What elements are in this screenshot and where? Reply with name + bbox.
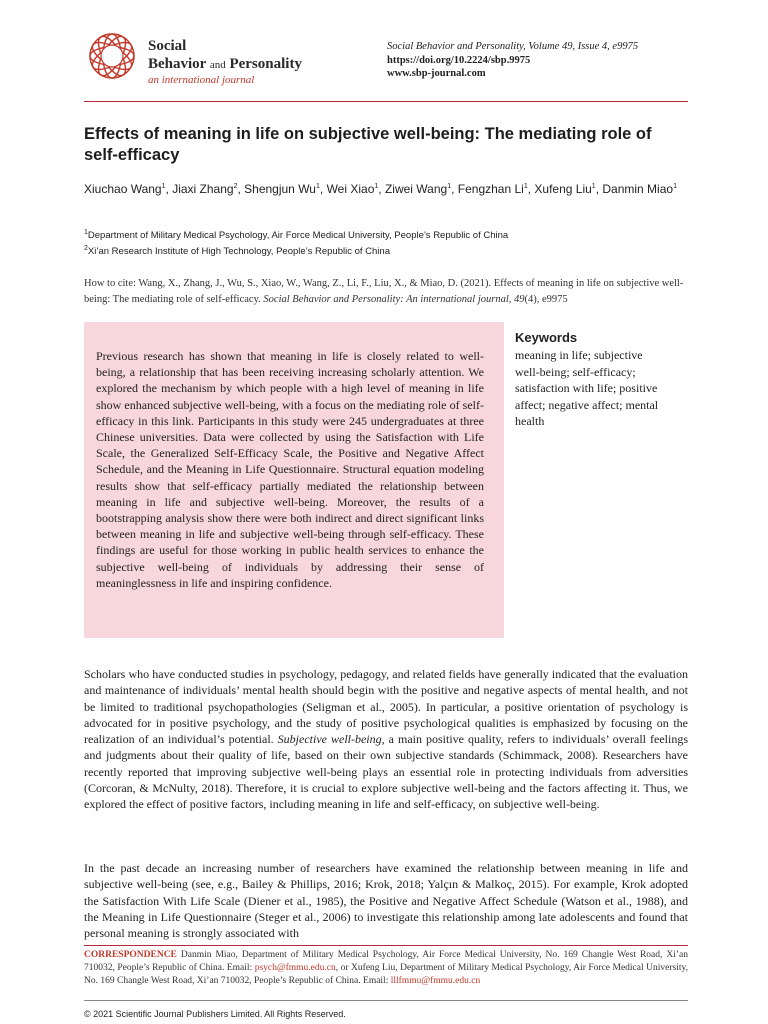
author-affiliation-mark: 1 (447, 183, 452, 190)
author-affiliation-mark: 1 (315, 183, 320, 190)
correspondence: CORRESPONDENCE Danmin Miao, Department of Military Medical Psychology, Air Force Medical University, No. 169 Changle West Road, Xi’an 710032, People’s Republic of China. Email: psych@fmmu.edu.cn, or Xufeng Liu, Department of Military Medical Psychology, Air Force Medical University, No. 169 Changle West Road, Xi’an 710032, People’s Republic of China. Email: lllfmmu@fmmu.edu.cn (84, 950, 688, 986)
author-affiliation-mark: 2 (233, 183, 238, 190)
author-affiliation-mark: 1 (161, 183, 166, 190)
abstract-box (84, 322, 504, 638)
logo-line-social: Social (148, 38, 187, 54)
affiliation-2: $^2$Xi’an Research Institute of High Technology, People’s Republic of China (84, 244, 390, 257)
journal-website-link[interactable]: www.sbp-journal.com (387, 68, 486, 79)
author-affiliation-mark: 1 (591, 183, 596, 190)
keywords-panel (515, 330, 665, 430)
abstract-text: Previous research has shown that meaning in life is closely related to well-being, a relationship that has been receiving increasing scholarly attention. We explored the mechanism by which people with a high level of meaning in life show enhanced subjective well-being, with a focus on the mediating role of self-efficacy in this link. Participants in this study were 245 undergraduates at three Chinese universities. Data were collected by using the Satisfaction with Life Scale, the Generalized Self-Efficacy Scale, the Positive and Negative Affect Schedule, and the Meaning in Life Questionnaire. Structural equation modeling results show that self-efficacy partially mediated the relationship between meaning in life and subjective well-being. Moreover, the results of a bootstrapping analysis show there were both indirect and direct significant links between meaning in life and subjective well-being through self-efficacy. These findings are useful for those working in public health services to enhance the subjective well-being of individuals by addressing their sense of meaninglessness in life and inspiring confidence. (96, 349, 484, 590)
email-link-1[interactable]: psych@fmmu.edu.cn (254, 963, 336, 973)
author-name: Wei Xiao (326, 182, 375, 196)
correspondence-label: CORRESPONDENCE (84, 950, 177, 960)
author-affiliation-mark: 1 (523, 183, 528, 190)
affiliations (84, 228, 508, 260)
body-paragraph-1: Scholars who have conducted studies in psychology, pedagogy, and related fields have generally indicated that the evaluation and maintenance of individuals’ mental health should begin with the positive and negative aspects of mental health, and not be limited to traditional psychopathologies (Seligman et al., 2005). In particular, a positive orientation of psychology is advocated for in positive psychology, and the study of positive psychological qualities is emphasized by focusing on the realization of an individual’s potential. Subjective well-being, a main positive quality, refers to individuals’ overall feelings and judgments about their quality of life, based on their own subjective standards (Schimmack, 2008). Researchers have recently reported that improving subjective well-being plays an essential role in protecting individuals from adversities (Corcoran, & McNulty, 2018). Therefore, it is crucial to explore subjective well-being and the factors affecting it. Thus, we explored the effect of positive factors, including meaning in life and self-efficacy, on subjective well-being. (84, 667, 688, 812)
journal-citation-line: Social Behavior and Personality, Volume 49, Issue 4, e9975 (387, 41, 639, 52)
article-title: Effects of meaning in life on subjective well-being: The mediating role of self-efficacy (84, 125, 652, 164)
logo-line-behavior-personality: Behavior and Personality (148, 56, 302, 72)
affiliation-1: $^1$Department of Military Medical Psychology, Air Force Medical University, People’s Republic of China (84, 228, 509, 241)
author-name: Shengjun Wu (244, 182, 316, 196)
header-divider (84, 101, 688, 102)
author-affiliation-mark: 1 (673, 183, 677, 190)
keywords-list: meaning in life; subjective well-being; self-efficacy; satisfaction with life; positive affect; negative affect; mental health (515, 348, 659, 428)
doi-link[interactable]: https://doi.org/10.2224/sbp.9975 (387, 54, 531, 66)
author-name: Ziwei Wang (384, 182, 448, 196)
email-link-2[interactable]: lllfmmu@fmmu.edu.cn (390, 976, 481, 986)
author-name: Danmin Miao (602, 182, 674, 196)
keywords-heading: Keywords (515, 330, 578, 345)
copyright-notice: © 2021 Scientific Journal Publishers Limited. All Rights Reserved. (84, 1009, 346, 1019)
footer-divider (84, 1000, 688, 1001)
logo-tagline: an international journal (148, 74, 255, 86)
author-list: Xiuchao Wang$^1$, Jiaxi Zhang$^2$, Shengjun Wu$^1$, Wei Xiao$^1$, Ziwei Wang$^1$, Fengzhan Li$^1$, Xufeng Liu$^1$, Danmin Miao$^1$ (84, 182, 677, 196)
author-name: Xufeng Liu (534, 182, 592, 196)
journal-info (387, 40, 638, 81)
body-paragraph-2: In the past decade an increasing number of researchers have examined the relationship between meaning in life and subjective well-being (see, e.g., Bailey & Phillips, 2016; Krok, 2018; Yalçın & Malkoç, 2015). For example, Krok adopted the Satisfaction With Life Scale (Diener et al., 1985), the Positive and Negative Affect Schedule (Watson et al., 1988), and the Meaning in Life Questionnaire (Steger et al., 2006) to investigate this relationship among late adolescents and found that personal meaning is strongly associated with (84, 861, 688, 941)
journal-emblem-icon (84, 28, 140, 84)
how-to-cite: How to cite: Wang, X., Zhang, J., Wu, S., Xiao, W., Wang, Z., Li, F., Liu, X., & Miao, D. (2021). Effects of meaning in life on subjective well-being: The mediating role of self-efficacy. Social Behavior and Personality: An international journal, 49(4), e9975 (84, 278, 684, 305)
journal-logo (84, 28, 344, 88)
correspondence-divider (84, 945, 688, 946)
author-name: Jiaxi Zhang (172, 182, 234, 196)
author-name: Xiuchao Wang (84, 182, 162, 196)
author-affiliation-mark: 1 (374, 183, 379, 190)
author-name: Fengzhan Li (457, 182, 524, 196)
